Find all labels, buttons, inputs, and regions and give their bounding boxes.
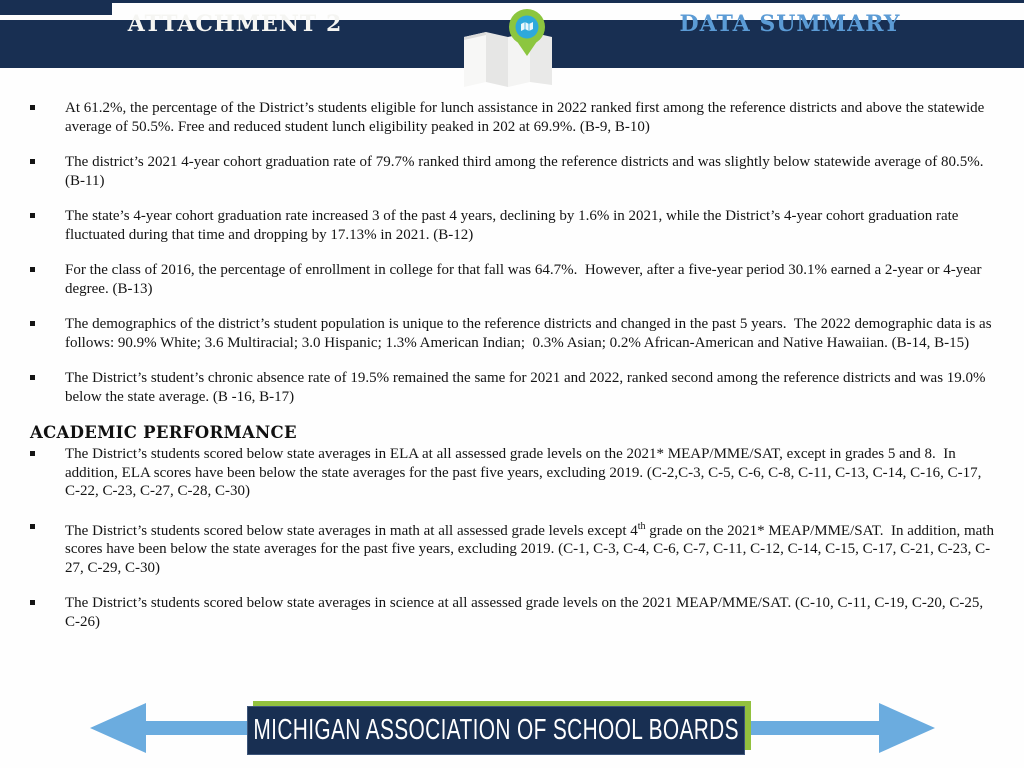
bullet-lunch-assistance — [30, 99, 996, 136]
organization-banner — [247, 706, 745, 755]
map-location-icon — [462, 4, 562, 88]
map-icon-graphic — [462, 4, 562, 88]
bullet-graduation-rate — [30, 153, 996, 190]
attachment-title: ATTACHMENT 2 — [127, 11, 343, 37]
ordinal-superscript: th — [637, 520, 646, 532]
organization-name: MICHIGAN ASSOCIATION OF SCHOOL BOARDS — [253, 714, 739, 746]
academic-performance-heading: ACADEMIC PERFORMANCE — [30, 423, 297, 442]
bullet-text: The state’s 4-year cohort graduation rate increased 3 of the past 4 years, declining by 1.6% in 2021, while the District’s 4-year cohort graduation rate fluctuated during that time and dropping by 17.13% in 2021. (B-12) — [65, 208, 963, 243]
bullet-text: The District’s students scored below state averages in science at all assessed grade levels on the 2021 MEAP/MME/SAT. (C-10, C-11, C-19, C-20, C-25, C-26) — [65, 595, 987, 630]
bullet-square-icon — [30, 375, 35, 380]
bullet-square-icon — [30, 600, 35, 605]
bullet-text: The district’s 2021 4-year cohort graduation rate of 79.7% ranked third among the reference districts and was slightly below statewide average of 80.5%. (B-11) — [65, 154, 988, 189]
bullet-text: The demographics of the district’s student population is unique to the reference districts and changed in the past 5 years. The 2022 demographic data is as follows: 90.9% White; 3.6 Multiracial; 3.0 Hispanic; 1.3% American Indian; 0.3% Asian; 0.2% African-American and Native Hawaiian. (B-14, B-15) — [65, 316, 996, 351]
bullet-square-icon — [30, 267, 35, 272]
math-text-before: The District’s students scored below state averages in math at all assessed grade levels except 4 — [65, 522, 638, 539]
bullet-square-icon — [30, 451, 35, 456]
bullet-square-icon — [30, 105, 35, 110]
bullet-math-scores — [30, 518, 996, 578]
bullet-square-icon — [30, 524, 35, 529]
bullet-square-icon — [30, 213, 35, 218]
bullet-demographics — [30, 315, 996, 352]
bullet-college-enrollment — [30, 261, 996, 298]
bullet-text: For the class of 2016, the percentage of enrollment in college for that fall was 64.7%. However, after a five-year period 30.1% earned a 2-year or 4-year degree. (B-13) — [65, 262, 986, 297]
bullet-text: The District’s student’s chronic absence rate of 19.5% remained the same for 2021 and 2022, ranked second among the reference districts and was 19.0% below the state average. (B -16, B-17) — [65, 370, 990, 405]
bullet-text: The District’s students scored below state averages in ELA at all assessed grade levels on the 2021* MEAP/MME/SAT, except in grades 5 and 8. In addition, ELA scores have been below the state averages for the past five years, excluding 2019. (C-2,C-3, C-5, C-6, C-8, C-11, C-13, C-14, C-16, C-17, C-22, C-23, C-27, C-28, C-30) — [65, 446, 986, 499]
slide-body — [30, 99, 996, 648]
math-text-after: grade on the 2021* MEAP/MME/SAT. In addition, math scores have been below the state averages for the past five years, excluding 2019. (C-1, C-3, C-4, C-6, C-7, C-11, C-12, C-14, C-15, C-17, C-21, C-23, C-27, C-29, C-30) — [65, 522, 998, 576]
bullet-state-graduation-rate — [30, 207, 996, 244]
bullet-science-scores — [30, 594, 996, 631]
page-title: DATA SUMMARY — [679, 11, 901, 37]
bullet-text: At 61.2%, the percentage of the District’s students eligible for lunch assistance in 2022 ranked first among the reference districts and above the statewide average of 50.5%. Free and reduced student lunch eligibility peaked in 202 at 69.9%. (B-9, B-10) — [65, 100, 989, 135]
bullet-square-icon — [30, 159, 35, 164]
bullet-text — [65, 518, 996, 578]
bullet-chronic-absence — [30, 369, 996, 406]
bullet-ela-scores — [30, 445, 996, 501]
bullet-square-icon — [30, 321, 35, 326]
